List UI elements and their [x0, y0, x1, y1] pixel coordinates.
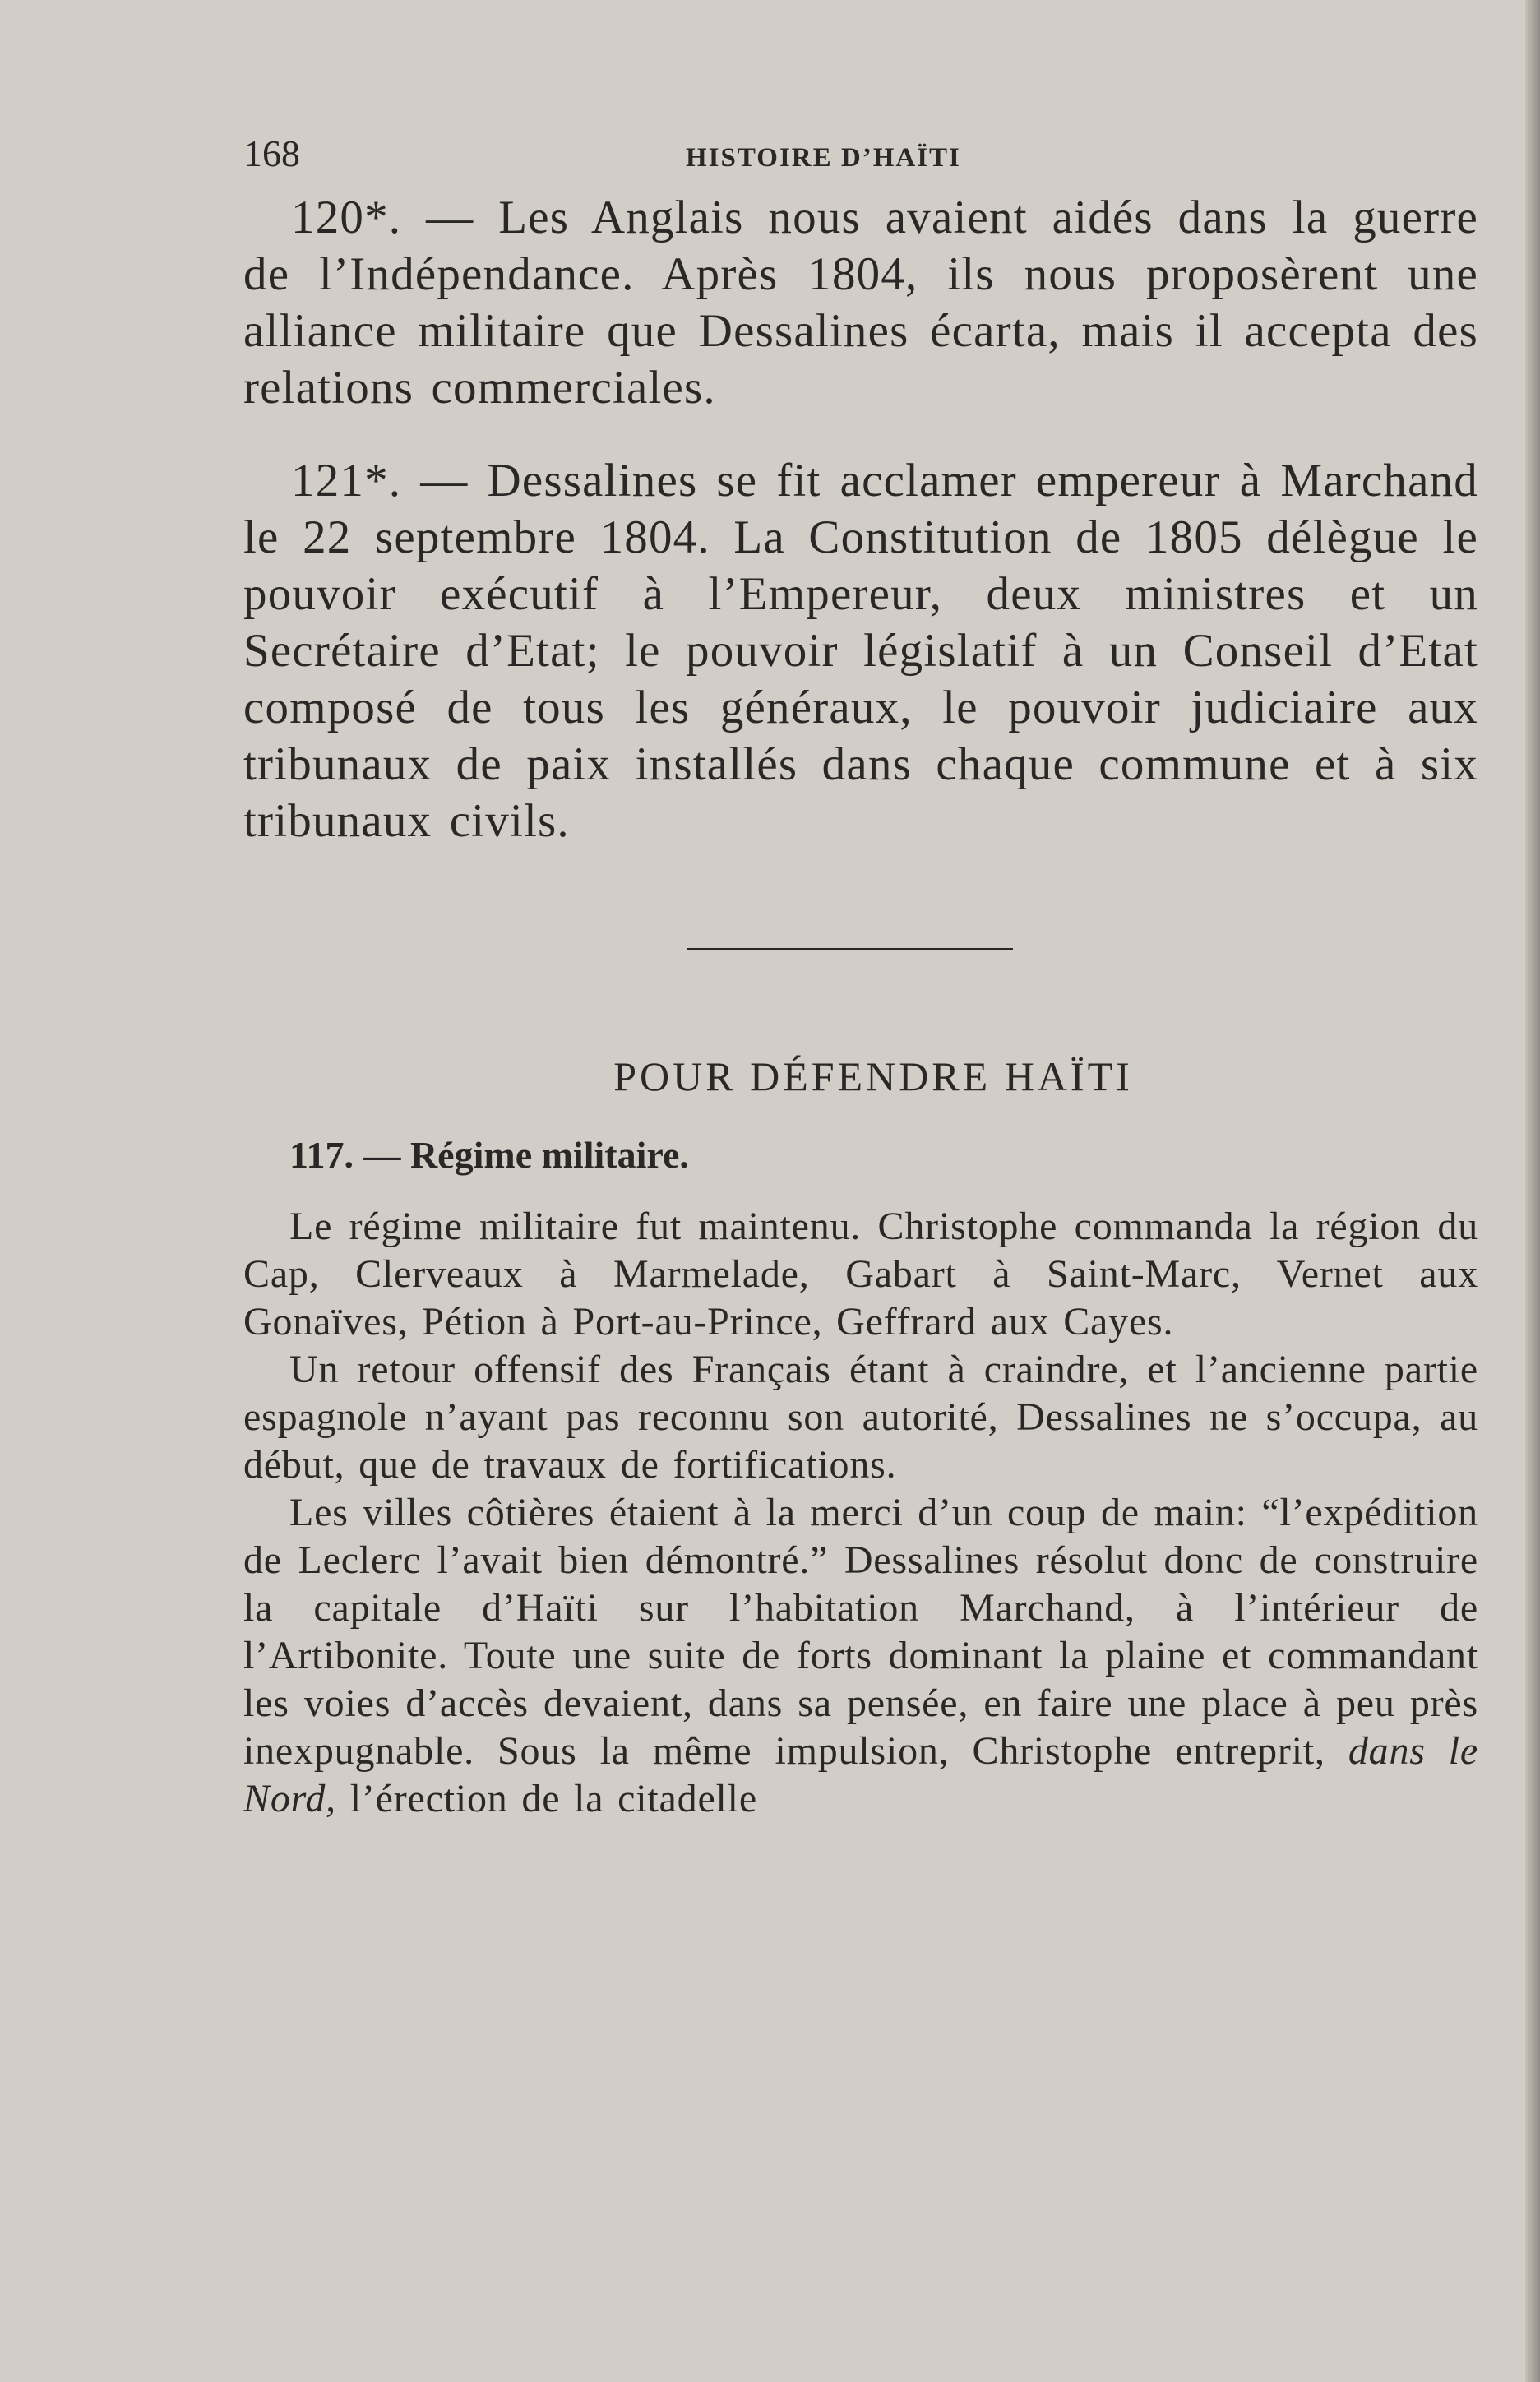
running-title: HISTOIRE D’HAÏTI: [686, 143, 961, 173]
paragraph-2: Un retour offensif des Français étant à craindre, et l’ancienne partie espagnole n’ayant pas reconnu son autorité, Dessalines ne s’occupa, au début, que de travaux de fortifications.: [243, 1348, 1478, 1487]
book-page: [243, 132, 1478, 1823]
section-title: POUR DÉFENDRE HAÏTI: [613, 1053, 1133, 1099]
question-121-number: 121*.: [291, 455, 402, 506]
section-separator: [687, 948, 1013, 950]
paragraph-3: [243, 1489, 1478, 1823]
question-121-text: — Dessalines se fit acclamer empereur à Marchand le 22 septembre 1804. La Constitution de 1805 délègue le pouvoir exécutif à l’Empereur, deux ministres et un Secrétaire d’Etat; le pouvoir législatif à un Conseil d’Etat composé de tous les généraux, le pouvoir judiciaire aux tribunaux de paix installés dans chaque commune et à six tribunaux civils.: [243, 455, 1478, 847]
page-header: [243, 132, 1478, 189]
question-120: [243, 189, 1478, 416]
question-121: [243, 452, 1478, 849]
paragraph-3-italic: dans le Nord,: [243, 1729, 1479, 1820]
paragraph-1: Le régime militaire fut maintenu. Christophe commanda la région du Cap, Clerveaux à Marmelade, Gabart à Saint-Marc, Vernet aux Gonaïves, Pétion à Port-au-Prince, Geffrard aux Cayes.: [243, 1205, 1478, 1344]
paragraph-3-end: l’érection de la citadelle: [335, 1777, 757, 1820]
page-number: 168: [243, 132, 300, 174]
section-subhead: 117. — Régime militaire.: [289, 1134, 689, 1176]
paragraph-3-start: Les villes côtières étaient à la merci d’un coup de main: “l’expédition de Leclerc l’avait bien démontré.” Dessalines résolut donc de construire la capitale d’Haïti sur l’habitation Marchand, à l’intérieur de l’Artibonite. Toute une suite de forts dominant la plaine et commandant les voies d’accès devaient, dans sa pensée, en faire une place à peu près inexpugnable. Sous la même impulsion, Christophe entreprit,: [243, 1491, 1478, 1773]
page-edge: [1525, 0, 1540, 2382]
question-120-text: — Les Anglais nous avaient aidés dans la guerre de l’Indépendance. Après 1804, ils nous proposèrent une alliance militaire que Dessalines écarta, mais il accepta des relations commerciales.: [243, 192, 1478, 414]
question-120-number: 120*.: [291, 192, 402, 243]
